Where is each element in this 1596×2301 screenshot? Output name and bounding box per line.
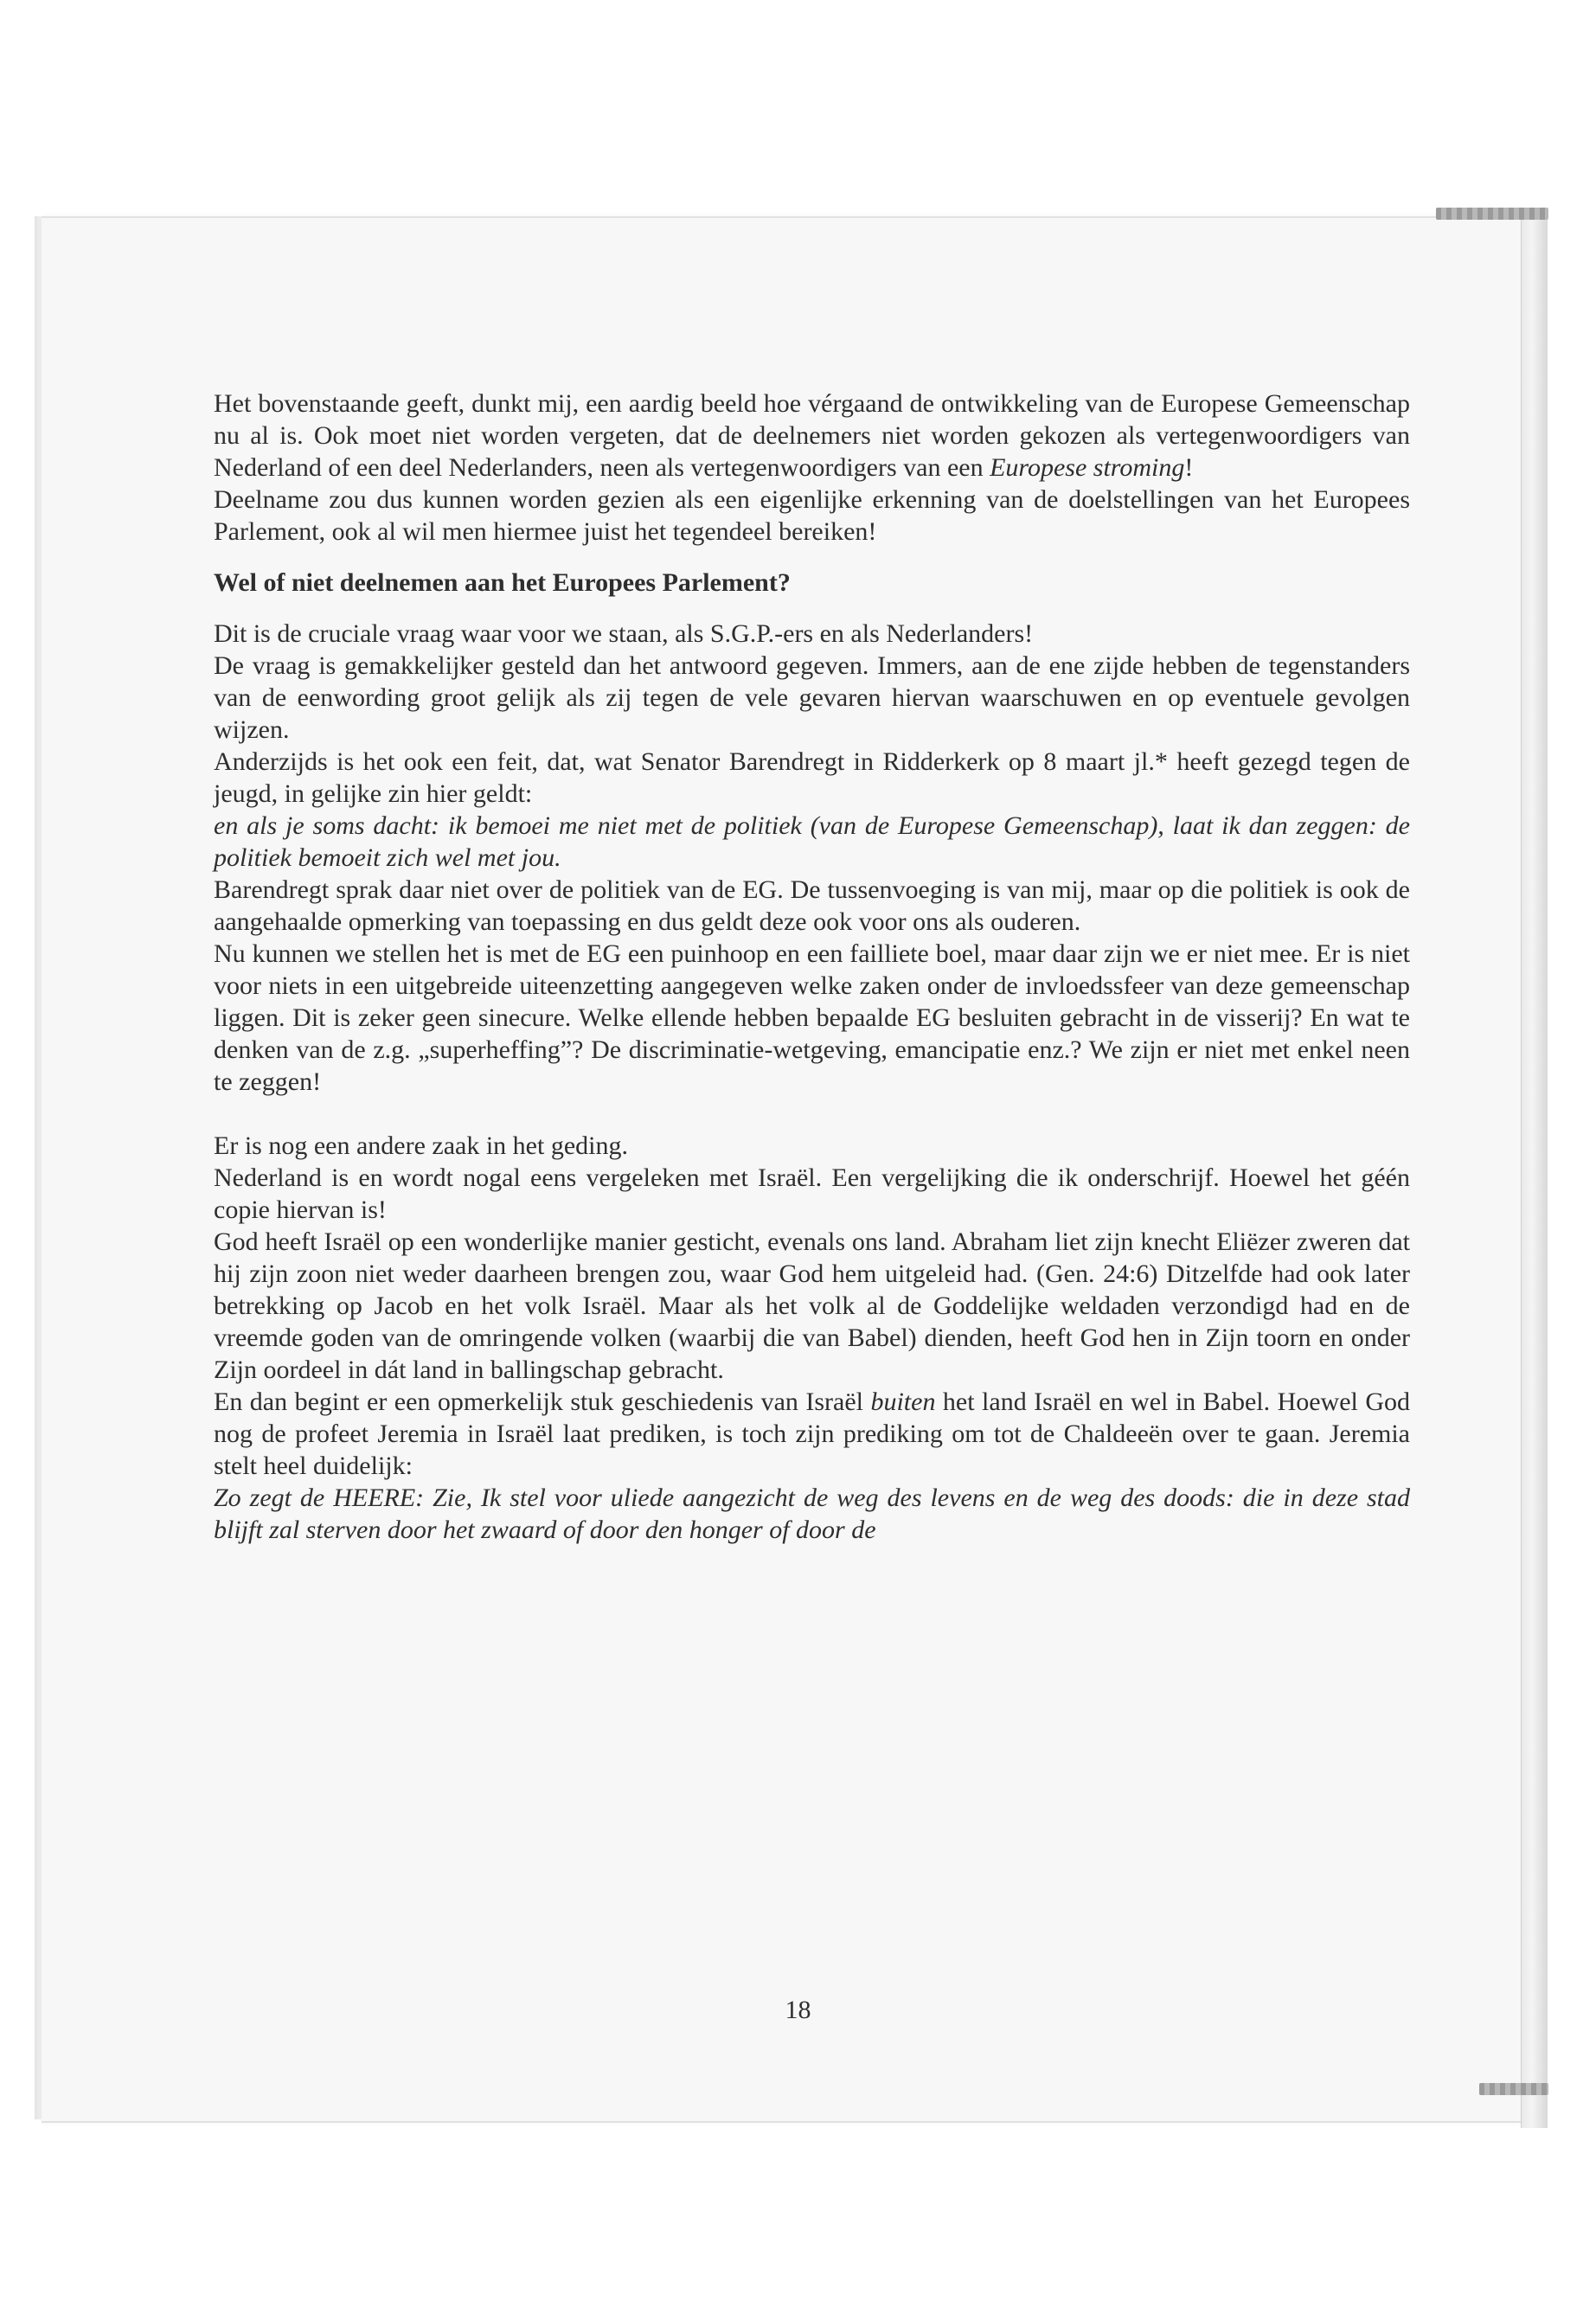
paragraph: Het bovenstaande geeft, dunkt mij, een aardig beeld hoe vérgaand de ontwikkeling van de Europese Gemeenschap nu al is. Ook moet niet worden vergeten, dat de deelnemers niet worden gekozen als vertegenwoordigers van Nederland of een deel Nederlanders, neen als vertegenwoordigers van een Europese stroming! xyxy=(214,389,1410,482)
emphasis: Europese stroming xyxy=(990,453,1185,482)
page-number: 18 xyxy=(785,1996,811,2024)
quote: en als je soms dacht: ik bemoei me niet met de politiek (van de Europese Gemeenschap), laat ik dan zeggen: de politiek bemoeit zich wel met jou. xyxy=(214,811,1410,872)
paragraph: Nederland is en wordt nogal eens vergeleken met Israël. Een vergelijking die ik onderschrijf. Hoewel het géén copie hiervan is! xyxy=(214,1163,1410,1224)
paragraph: Nu kunnen we stellen het is met de EG een puinhoop en een failliete boel, maar daar zijn we er niet mee. Er is niet voor niets in een uitgebreide uiteenzetting aangegeven welke zaken onder de invloedssfeer van deze gemeenschap liggen. Dit is zeker geen sinecure. Welke ellende hebben bepaalde EG besluiten gebracht in de visserij? En wat te denken van de z.g. „superheffing”? De discriminatie-wetgeving, emancipatie enz.? We zijn er niet met enkel neen te zeggen! xyxy=(214,939,1410,1096)
page-body xyxy=(214,388,1410,1546)
book-edge xyxy=(1521,208,1548,2128)
paragraph: Er is nog een andere zaak in het geding. xyxy=(214,1131,628,1160)
paragraph: Barendregt sprak daar niet over de politiek van de EG. De tussenvoeging is van mij, maar op die politiek is ook de aangehaalde opmerking van toepassing en dus geldt deze ook voor ons als ouderen. xyxy=(214,875,1410,936)
section-heading: Wel of niet deelnemen aan het Europees Parlement? xyxy=(214,568,791,597)
binding-bottom xyxy=(1479,2083,1548,2095)
emphasis: buiten xyxy=(870,1388,936,1416)
paragraph: Anderzijds is het ook een feit, dat, wat Senator Barendregt in Ridderkerk op 8 maart jl.* heeft gezegd tegen de jeugd, in gelijke zin hier geldt: xyxy=(214,747,1410,808)
paragraph: Deelname zou dus kunnen worden gezien als een eigenlijke erkenning van de doelstellingen van het Europees Parlement, ook al wil men hiermee juist het tegendeel bereiken! xyxy=(214,485,1410,546)
paragraph: God heeft Israël op een wonderlijke manier gesticht, evenals ons land. Abraham liet zijn knecht Eliëzer zweren dat hij zijn zoon niet weder daarheen brengen zou, waar God hem uitgeleid had. (Gen. 24:6) Ditzelfde had ook later betrekking op Jacob en het volk Israël. Maar als het volk al de Goddelijke weldaden verzondigd had en de vreemde goden van de omringende volken (waarbij die van Babel) dienden, heeft God hen in Zijn toorn en onder Zijn oordeel in dát land in ballingschap gebracht. xyxy=(214,1227,1410,1384)
paragraph: Dit is de cruciale vraag waar voor we staan, als S.G.P.-ers en als Nederlanders! xyxy=(214,619,1034,648)
quote: Zo zegt de HEERE: Zie, Ik stel voor uliede aangezicht de weg des levens en de weg des doods: die in deze stad blijft zal sterven door het zwaard of door den honger of door de xyxy=(214,1484,1410,1544)
paragraph: En dan begint er een opmerkelijk stuk geschiedenis van Israël buiten het land Israël en wel in Babel. Hoewel God nog de profeet Jeremia in Israël laat prediken, is toch zijn prediking om tot de Chaldeeën over te gaan. Jeremia stelt heel duidelijk: xyxy=(214,1388,1410,1480)
paragraph: De vraag is gemakkelijker gesteld dan het antwoord gegeven. Immers, aan de ene zijde hebben de tegenstanders van de eenwording groot gelijk als zij tegen de vele gevaren hiervan waarschuwen en op eventuele gevolgen wijzen. xyxy=(214,651,1410,744)
binding-top xyxy=(1436,208,1548,220)
